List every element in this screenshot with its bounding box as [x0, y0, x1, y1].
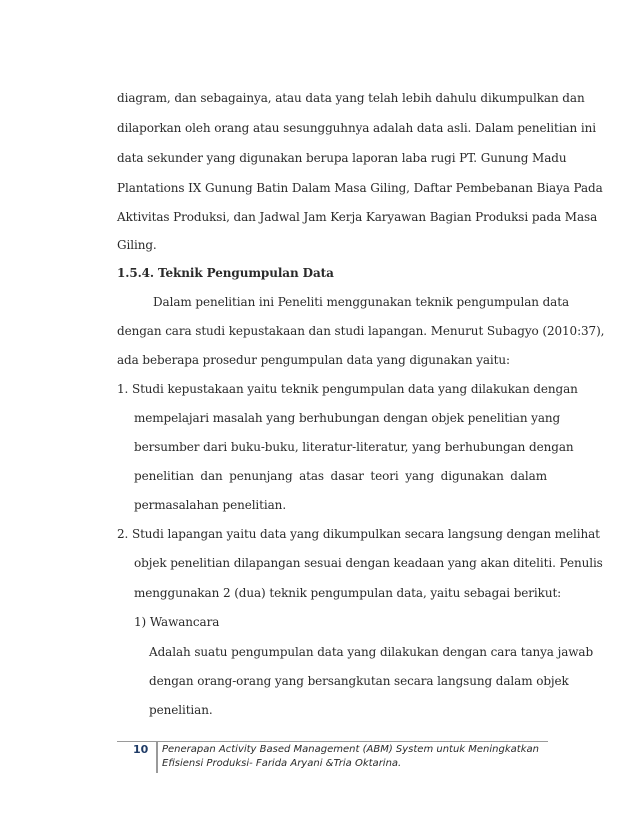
body-line: Dalam penelitian ini Peneliti menggunakan teknik pengumpulan data [153, 295, 570, 309]
page-number: 10 [133, 743, 149, 756]
footer-title: Penerapan Activity Based Management (ABM) System untuk Meningkatkan [162, 744, 539, 755]
body-line: data sekunder yang digunakan berupa laporan laba rugi PT. Gunung Madu [117, 151, 567, 165]
body-line: Plantations IX Gunung Batin Dalam Masa Giling, Daftar Pembebanan Biaya Pada [117, 181, 603, 195]
body-line: Aktivitas Produksi, dan Jadwal Jam Kerja Karyawan Bagian Produksi pada Masa [117, 210, 598, 224]
footer-rule [117, 741, 548, 742]
body-line: Giling. [117, 238, 157, 252]
sub-list-label: 1) Wawancara [134, 615, 220, 629]
list-item-line: mempelajari masalah yang berhubungan dengan objek penelitian yang [134, 411, 561, 425]
body-line: ada beberapa prosedur pengumpulan data yang digunakan yaitu: [117, 353, 510, 367]
list-item: 2. Studi lapangan yaitu data yang dikumpulkan secara langsung dengan melihat [117, 527, 600, 541]
body-line: dilaporkan oleh orang atau sesungguhnya adalah data asli. Dalam penelitian ini [117, 121, 596, 135]
body-line: dengan cara studi kepustakaan dan studi lapangan. Menurut Subagyo (2010:37), [117, 324, 605, 338]
list-item-line: bersumber dari buku-buku, literatur-literatur, yang berhubungan dengan [134, 440, 574, 454]
body-line: diagram, dan sebagainya, atau data yang telah lebih dahulu dikumpulkan dan [117, 91, 585, 105]
footer-authors: Efisiensi Produksi- Farida Aryani &Tria Oktarina. [162, 758, 402, 769]
list-item-line: menggunakan 2 (dua) teknik pengumpulan data, yaitu sebagai berikut: [134, 586, 562, 600]
footer-divider [156, 741, 158, 773]
list-item: 1. Studi kepustakaan yaitu teknik pengumpulan data yang dilakukan dengan [117, 382, 578, 396]
list-item-line: permasalahan penelitian. [134, 498, 287, 512]
list-item-line: penelitian dan penunjang atas dasar teori yang digunakan dalam [134, 469, 547, 483]
sub-list-line: dengan orang-orang yang bersangkutan secara langsung dalam objek [149, 674, 569, 688]
sub-list-line: penelitian. [149, 703, 213, 717]
list-item-line: objek penelitian dilapangan sesuai dengan keadaan yang akan diteliti. Penulis [134, 556, 603, 570]
section-heading: 1.5.4. Teknik Pengumpulan Data [117, 266, 334, 280]
sub-list-line: Adalah suatu pengumpulan data yang dilakukan dengan cara tanya jawab [149, 645, 594, 659]
